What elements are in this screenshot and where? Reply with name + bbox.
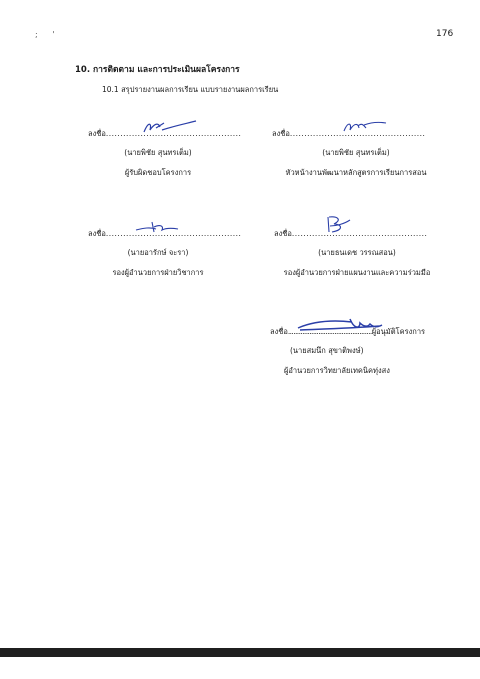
signer-name: (นายสมนึก สุขาติพงษ์)	[290, 346, 364, 355]
signer-title: หัวหน้างานพัฒนาหลักสูตรการเรียนการสอน	[285, 168, 427, 177]
signature-dots: ...............................................	[105, 129, 242, 138]
signer-name: (นายอารักษ์ จะรา)	[127, 248, 189, 257]
signature-dots: ...............................................	[289, 129, 426, 138]
signature-dots: ...............................................	[105, 229, 242, 238]
sign-label: ลงชื่อ	[274, 229, 292, 238]
sign-label: ลงชื่อ	[270, 327, 288, 336]
signature-block-project-owner	[88, 128, 242, 179]
signature-dots: ...............................................	[287, 327, 372, 336]
signature-line	[88, 228, 242, 240]
signer-title: ผู้รับผิดชอบโครงการ	[124, 168, 192, 177]
signature-block-academic-deputy	[88, 228, 242, 279]
signature-line	[266, 228, 448, 240]
scan-mark: ; '	[35, 30, 61, 39]
signature-dots: ...............................................	[291, 229, 428, 238]
page-number: 176	[436, 29, 454, 39]
signer-name: (นายพิชัย สุนทรเต็ม)	[322, 148, 390, 157]
signer-title: รองผู้อำนวยการฝ่ายแผนงานและความร่วมมือ	[283, 268, 431, 277]
sign-label: ลงชื่อ	[272, 129, 290, 138]
section-subheading: 10.1 สรุปรายงานผลการเรียน แบบรายงานผลการเรียน	[102, 85, 279, 94]
signer-title: รองผู้อำนวยการฝ่ายวิชาการ	[112, 268, 204, 277]
signer-name: (นายพิชัย สุนทรเต็ม)	[124, 148, 192, 157]
sign-label: ลงชื่อ	[88, 229, 106, 238]
signature-block-planning-deputy	[266, 228, 448, 279]
footer-bar	[0, 648, 480, 657]
approver-role-label: ผู้อนุมัติโครงการ	[371, 327, 426, 336]
signer-name: (นายธนเดช วรรณสอน)	[318, 248, 396, 257]
signer-title: ผู้อำนวยการวิทยาลัยเทคนิคทุ่งสง	[284, 366, 390, 375]
signature-block-curriculum-head	[268, 128, 444, 179]
section-heading: 10. การติดตาม และการประเมินผลโครงการ	[75, 65, 240, 75]
signature-line	[88, 128, 242, 140]
sign-label: ลงชื่อ	[88, 129, 106, 138]
signature-line	[270, 326, 470, 338]
signature-block-director	[270, 326, 470, 377]
signature-line	[268, 128, 444, 140]
